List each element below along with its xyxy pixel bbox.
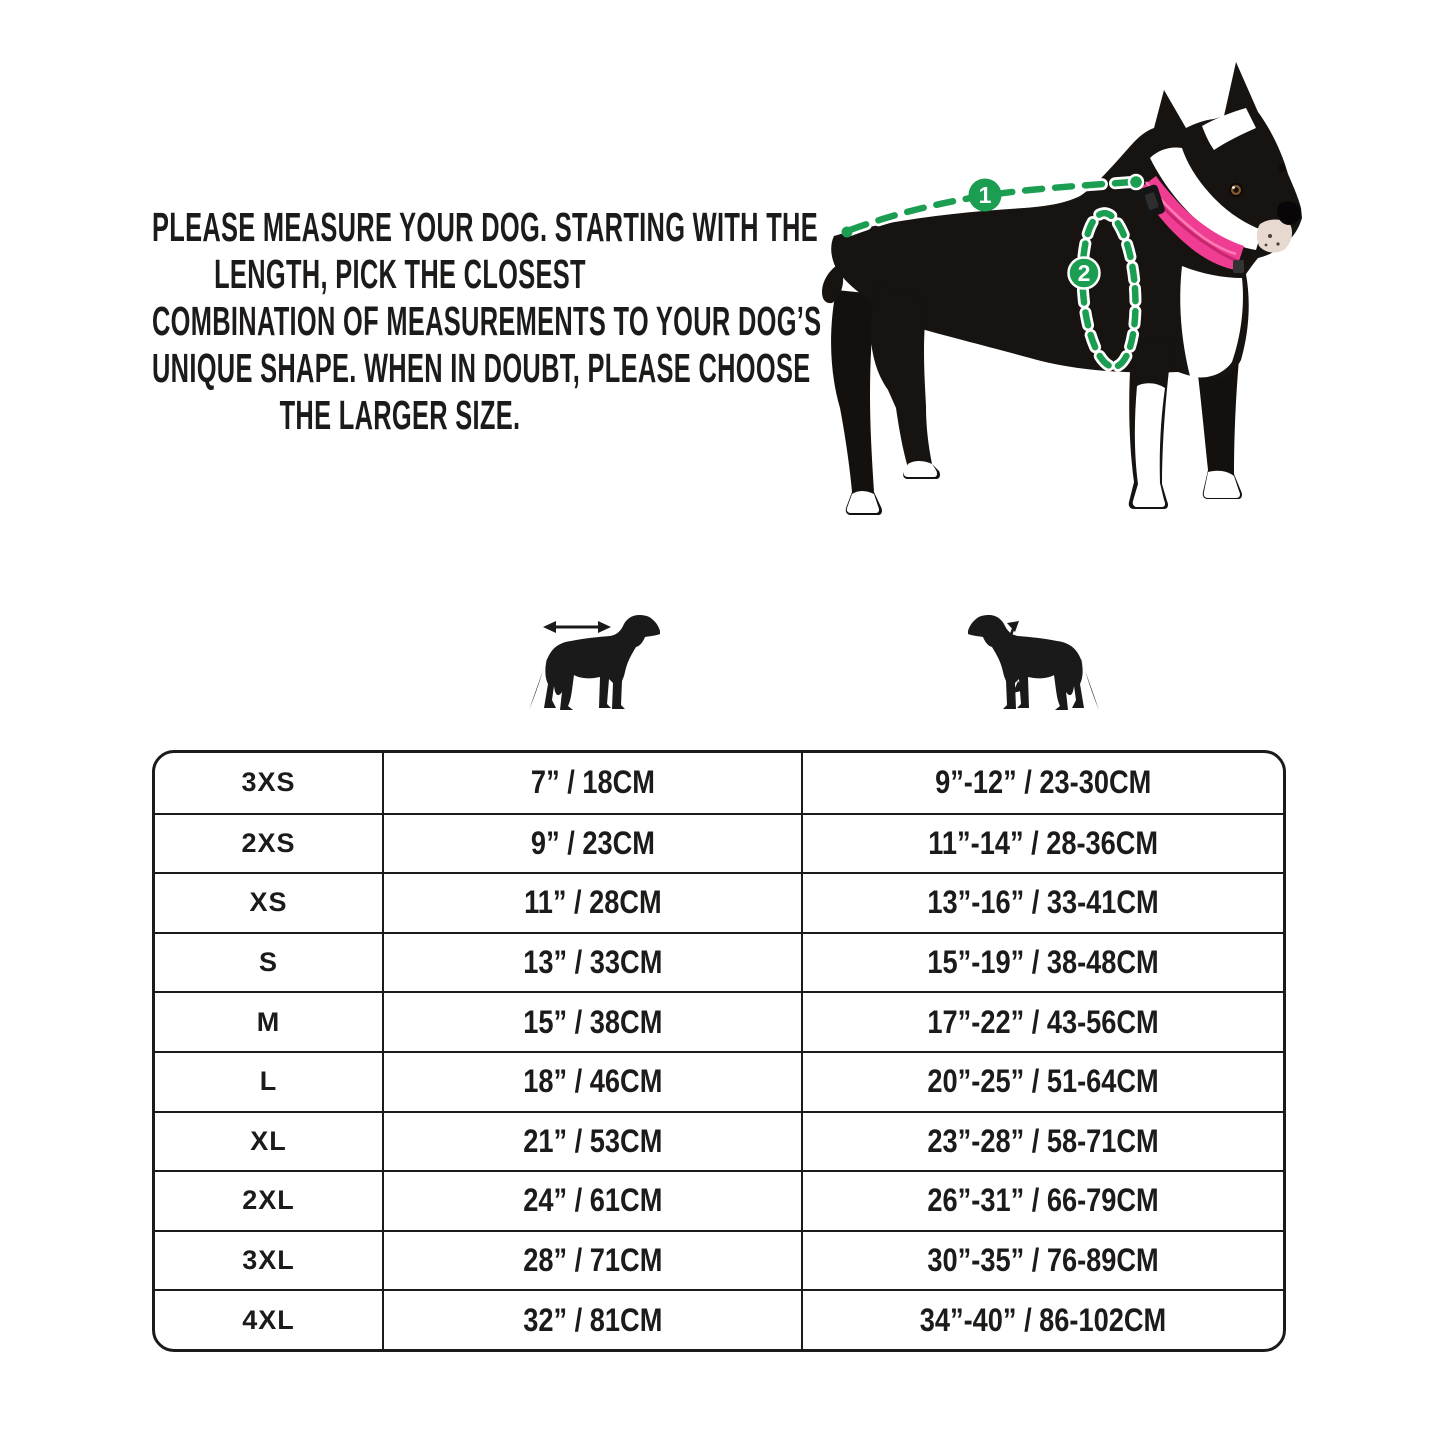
girth-value: 15”-19” / 38-48CM [927, 944, 1159, 981]
length-cell [382, 932, 801, 992]
muzzle-spot [1276, 242, 1279, 245]
muzzle-spot [1268, 234, 1272, 238]
girth-cell [801, 1170, 1283, 1230]
length-cell [382, 753, 801, 813]
length-value: 24” / 61CM [522, 1182, 663, 1219]
measuring-instructions [152, 204, 822, 439]
size-cell: 2XL [155, 1170, 382, 1230]
length-cell [382, 1051, 801, 1111]
size-cell: L [155, 1051, 382, 1111]
dog-far-front-paw-white [1204, 471, 1240, 498]
dog-photo [790, 40, 1410, 540]
girth-cell [801, 813, 1283, 873]
girth-value: 20”-25” / 51-64CM [927, 1063, 1159, 1100]
length-cell [382, 1111, 801, 1171]
length-value: 15” / 38CM [522, 1003, 663, 1040]
dog-girth-icon [958, 606, 1113, 724]
size-cell: 2XS [155, 813, 382, 873]
length-cell [382, 1289, 801, 1349]
length-cell [382, 1170, 801, 1230]
length-value: 28” / 71CM [522, 1242, 663, 1279]
girth-value: 30”-35” / 76-89CM [927, 1242, 1159, 1279]
boston-terrier-illustration [822, 62, 1302, 515]
length-value: 9” / 23CM [530, 824, 655, 861]
instructions-line: LENGTH, PICK THE CLOSEST [214, 251, 586, 297]
size-cell: XL [155, 1111, 382, 1171]
length-value: 13” / 33CM [522, 944, 663, 981]
girth-cell [801, 932, 1283, 992]
size-cell: 4XL [155, 1289, 382, 1349]
instructions-line: PLEASE MEASURE YOUR DOG. STARTING WITH THE [152, 204, 818, 250]
size-cell: XS [155, 872, 382, 932]
instructions-line: UNIQUE SHAPE. WHEN IN DOUBT, PLEASE CHOOSE [152, 345, 811, 391]
length-value: 21” / 53CM [522, 1122, 663, 1159]
instructions-line: THE LARGER SIZE. [279, 392, 521, 438]
girth-value: 34”-40” / 86-102CM [919, 1301, 1167, 1338]
length-cell [382, 991, 801, 1051]
length-arrow-head-right [598, 621, 611, 633]
girth-value: 17”-22” / 43-56CM [927, 1003, 1159, 1040]
length-value: 18” / 46CM [522, 1063, 663, 1100]
size-cell: S [155, 932, 382, 992]
girth-value: 23”-28” / 58-71CM [927, 1122, 1159, 1159]
girth-cell [801, 872, 1283, 932]
size-table [152, 750, 1286, 1352]
girth-value: 13”-16” / 33-41CM [927, 884, 1159, 921]
length-value: 32” / 81CM [522, 1301, 663, 1338]
length-cell [382, 1230, 801, 1290]
marker-2-label: 2 [1077, 260, 1091, 286]
measure-line-1-start-dot [842, 227, 853, 238]
size-cell: 3XL [155, 1230, 382, 1290]
girth-cell [801, 1051, 1283, 1111]
girth-value: 11”-14” / 28-36CM [928, 824, 1158, 861]
length-cell [382, 813, 801, 873]
girth-cell [801, 1289, 1283, 1349]
marker-1-label: 1 [978, 182, 992, 208]
instructions-line: COMBINATION OF MEASUREMENTS TO YOUR DOG’S [152, 298, 822, 344]
length-arrow-shaft [551, 626, 603, 629]
dog-far-eye [1279, 164, 1285, 172]
muzzle-spot [1265, 244, 1268, 247]
size-cell: 3XS [241, 767, 296, 798]
girth-cell [801, 1111, 1283, 1171]
dog-eye-glint [1232, 186, 1235, 189]
size-cell: M [155, 991, 382, 1051]
girth-value: 26”-31” / 66-79CM [927, 1182, 1159, 1219]
girth-cell [801, 991, 1283, 1051]
collar-tag [1233, 260, 1244, 273]
length-value: 7” / 18CM [530, 764, 655, 801]
length-value: 11” / 28CM [523, 884, 662, 921]
dog-length-icon [515, 606, 670, 724]
girth-value: 9”-12” / 23-30CM [934, 764, 1152, 801]
measure-line-1-end-dot [1129, 175, 1143, 189]
length-arrow-head-left [543, 621, 556, 633]
length-cell [382, 872, 801, 932]
girth-cell [801, 753, 1283, 813]
girth-cell [801, 1230, 1283, 1290]
